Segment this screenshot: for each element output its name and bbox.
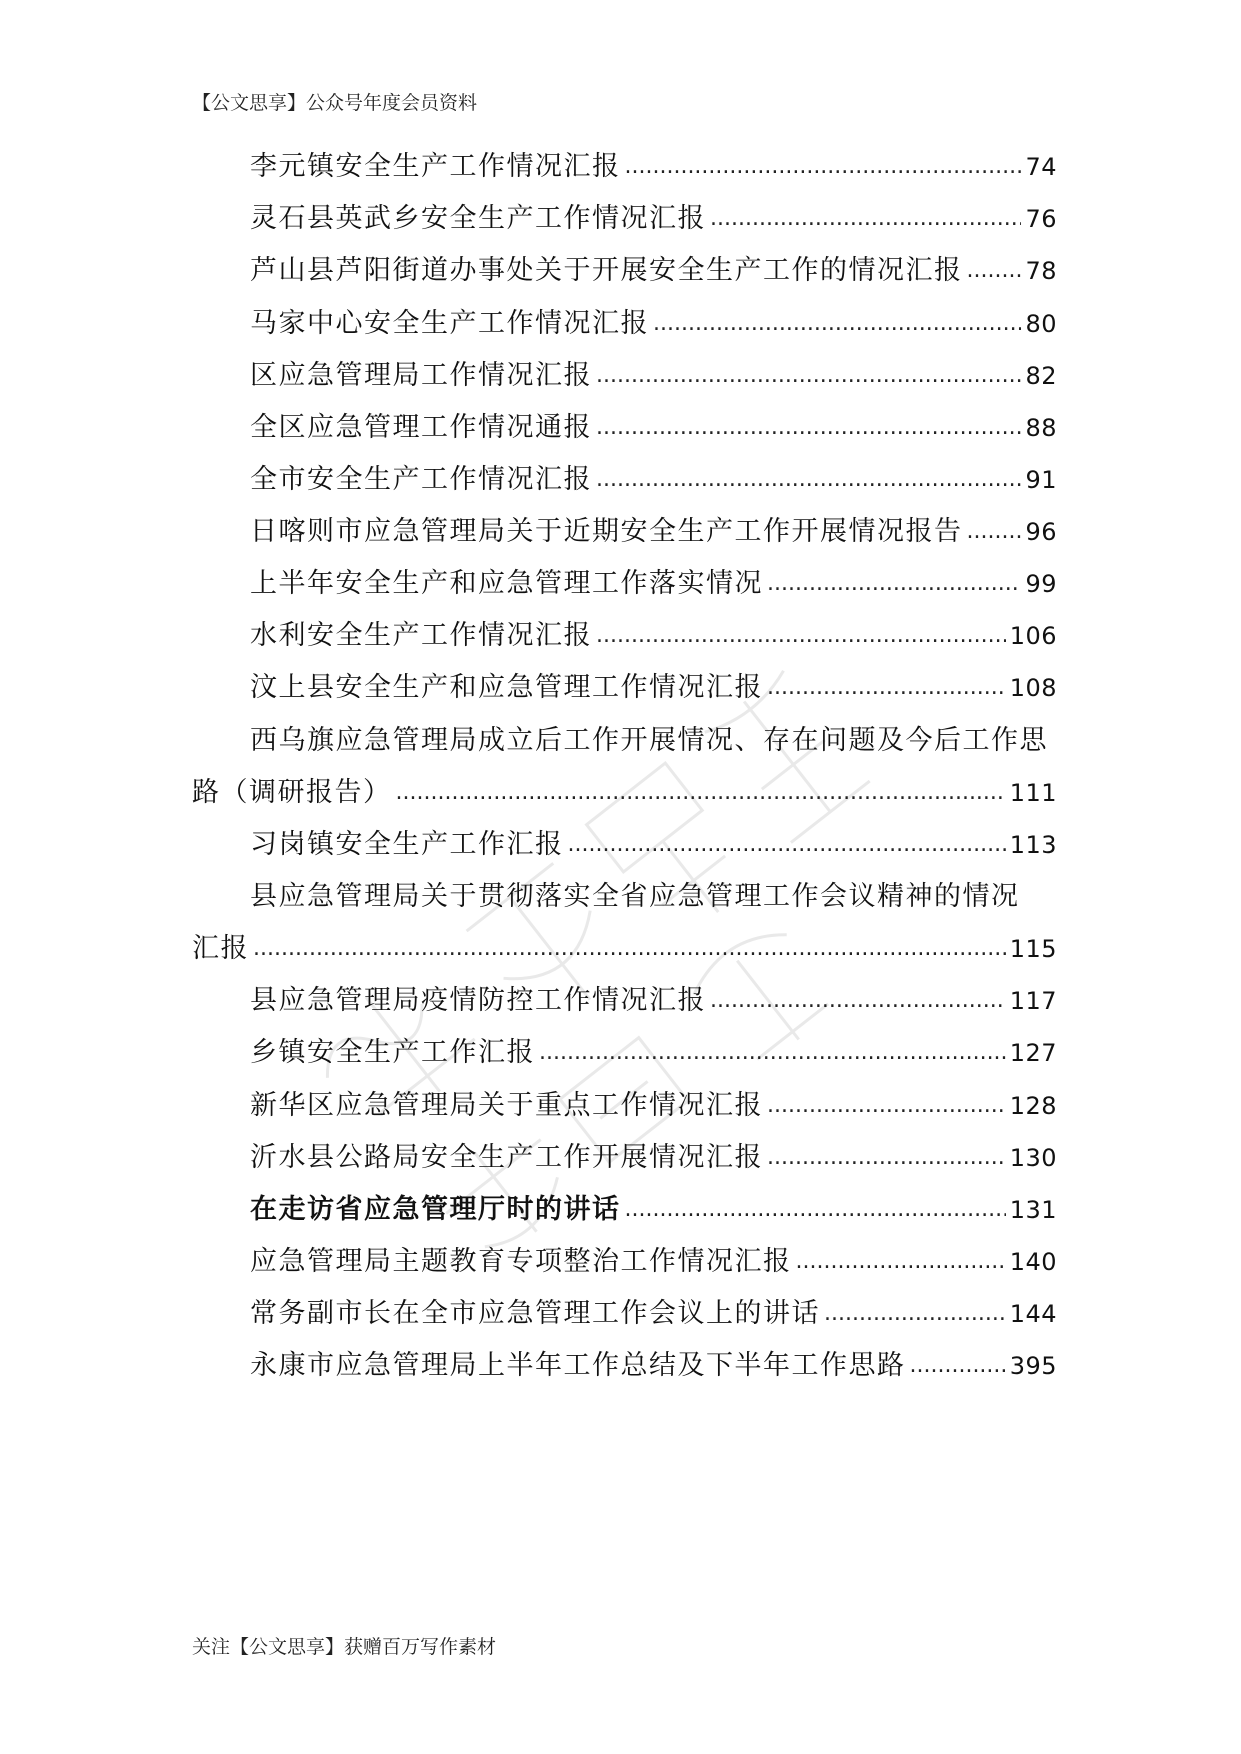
toc-entry-title: 县应急管理局疫情防控工作情况汇报: [250, 985, 706, 1016]
leader-dots: [596, 616, 1006, 656]
toc-entry[interactable]: [192, 1033, 1057, 1073]
toc-entry[interactable]: [192, 1086, 1057, 1126]
toc-entry-page: 74: [1025, 153, 1057, 181]
page-header: 【公文思享】公众号年度会员资料: [192, 92, 478, 114]
toc-entry[interactable]: [192, 1242, 1057, 1282]
toc-entry[interactable]: [192, 616, 1057, 656]
toc-entry-page: 117: [1009, 987, 1057, 1015]
leader-dots: [253, 929, 1006, 969]
toc-entry[interactable]: [192, 668, 1057, 708]
toc-entry-page: 140: [1009, 1248, 1057, 1276]
leader-dots: [967, 512, 1022, 552]
page-footer: 关注【公文思享】获赠百万写作素材: [192, 1636, 497, 1658]
toc-entry-page: 130: [1009, 1144, 1057, 1172]
leader-dots: [396, 773, 1006, 813]
toc-entry-page: 108: [1009, 674, 1057, 702]
toc-entry-page: 131: [1009, 1196, 1057, 1224]
leader-dots: [796, 1242, 1006, 1282]
leader-dots: [710, 981, 1006, 1021]
toc-entry-page: 115: [1009, 935, 1057, 963]
leader-dots: [824, 1294, 1006, 1334]
toc-entry[interactable]: [192, 1346, 1057, 1386]
toc-entry[interactable]: [192, 460, 1057, 500]
leader-dots: [568, 825, 1006, 865]
toc-entry-title: 芦山县芦阳街道办事处关于开展安全生产工作的情况汇报: [250, 255, 963, 286]
toc-entry-title: 县应急管理局关于贯彻落实全省应急管理工作会议精神的情况: [250, 881, 1020, 912]
toc-entry-page: 82: [1025, 362, 1057, 390]
toc-entry-title: 汶上县安全生产和应急管理工作情况汇报: [250, 672, 763, 703]
toc-entry[interactable]: [192, 147, 1057, 187]
toc-entry[interactable]: [192, 304, 1057, 344]
leader-dots: [596, 356, 1021, 396]
toc-entry-page: 128: [1009, 1092, 1057, 1120]
toc-entry-title: 灵石县英武乡安全生产工作情况汇报: [250, 203, 706, 234]
toc-entry-page: 96: [1025, 518, 1057, 546]
toc-entry-page: 106: [1009, 622, 1057, 650]
toc-entry-title: 沂水县公路局安全生产工作开展情况汇报: [250, 1142, 763, 1173]
toc-entry-page: 78: [1025, 257, 1057, 285]
toc-entry[interactable]: [192, 825, 1057, 865]
toc-entry-page: 88: [1025, 414, 1057, 442]
toc-entry-page: 144: [1009, 1300, 1057, 1328]
toc-entry-title: 水利安全生产工作情况汇报: [250, 620, 592, 651]
toc-entry[interactable]: [192, 1138, 1057, 1178]
toc-entry-title: 新华区应急管理局关于重点工作情况汇报: [250, 1090, 763, 1121]
toc-entry[interactable]: [192, 199, 1057, 239]
toc-entry[interactable]: [192, 1294, 1057, 1334]
toc-entry-title: 路（调研报告）: [192, 777, 392, 808]
toc-entry-wrapped-first-line[interactable]: [192, 721, 1057, 761]
toc-entry[interactable]: [192, 408, 1057, 448]
toc-entry-wrapped-second-line[interactable]: [192, 773, 1057, 813]
leader-dots: [596, 460, 1021, 500]
toc-entry[interactable]: [192, 981, 1057, 1021]
leader-dots: [625, 147, 1022, 187]
toc-entry-page: 113: [1009, 831, 1057, 859]
leader-dots: [767, 1138, 1006, 1178]
toc-entry-title: 全市安全生产工作情况汇报: [250, 464, 592, 495]
toc-entry-title: 汇报: [192, 933, 249, 964]
toc-entry[interactable]: [192, 564, 1057, 604]
toc-entry-title: 永康市应急管理局上半年工作总结及下半年工作思路: [250, 1350, 906, 1381]
toc-entry-title: 全区应急管理工作情况通报: [250, 412, 592, 443]
toc-entry-page: 80: [1025, 310, 1057, 338]
leader-dots: [653, 304, 1021, 344]
leader-dots: [539, 1033, 1006, 1073]
toc-entry-title: 区应急管理局工作情况汇报: [250, 360, 592, 391]
toc-entry-wrapped-second-line[interactable]: [192, 929, 1057, 969]
toc-entry[interactable]: [192, 356, 1057, 396]
leader-dots: [767, 564, 1021, 604]
leader-dots: [910, 1346, 1006, 1386]
toc-entry-title: 在走访省应急管理厅时的讲话: [250, 1194, 621, 1225]
toc-entry-title: 常务副市长在全市应急管理工作会议上的讲话: [250, 1298, 820, 1329]
toc-entry-title: 马家中心安全生产工作情况汇报: [250, 308, 649, 339]
toc-entry-page: 395: [1009, 1352, 1057, 1380]
toc-entry-title: 上半年安全生产和应急管理工作落实情况: [250, 568, 763, 599]
toc-entry-title: 应急管理局主题教育专项整治工作情况汇报: [250, 1246, 792, 1277]
toc-entry[interactable]: [192, 512, 1057, 552]
toc-entry[interactable]: [192, 1190, 1057, 1230]
leader-dots: [767, 1086, 1006, 1126]
toc-entry-title: 乡镇安全生产工作汇报: [250, 1037, 535, 1068]
toc-entry-page: 91: [1025, 466, 1057, 494]
toc-entry-wrapped-first-line[interactable]: [192, 877, 1057, 917]
leader-dots: [625, 1190, 1006, 1230]
toc-entry-title: 日喀则市应急管理局关于近期安全生产工作开展情况报告: [250, 516, 963, 547]
leader-dots: [596, 408, 1021, 448]
leader-dots: [767, 668, 1006, 708]
toc-entry-page: 111: [1009, 779, 1057, 807]
toc-entry-page: 76: [1025, 205, 1057, 233]
toc-entry-title: 习岗镇安全生产工作汇报: [250, 829, 564, 860]
toc-entry-title: 西乌旗应急管理局成立后工作开展情况、存在问题及今后工作思: [250, 725, 1048, 756]
leader-dots: [710, 199, 1021, 239]
toc-entry[interactable]: [192, 251, 1057, 291]
leader-dots: [967, 251, 1022, 291]
toc-entry-title: 李元镇安全生产工作情况汇报: [250, 151, 621, 182]
toc-entry-page: 99: [1025, 570, 1057, 598]
toc-entry-page: 127: [1009, 1039, 1057, 1067]
